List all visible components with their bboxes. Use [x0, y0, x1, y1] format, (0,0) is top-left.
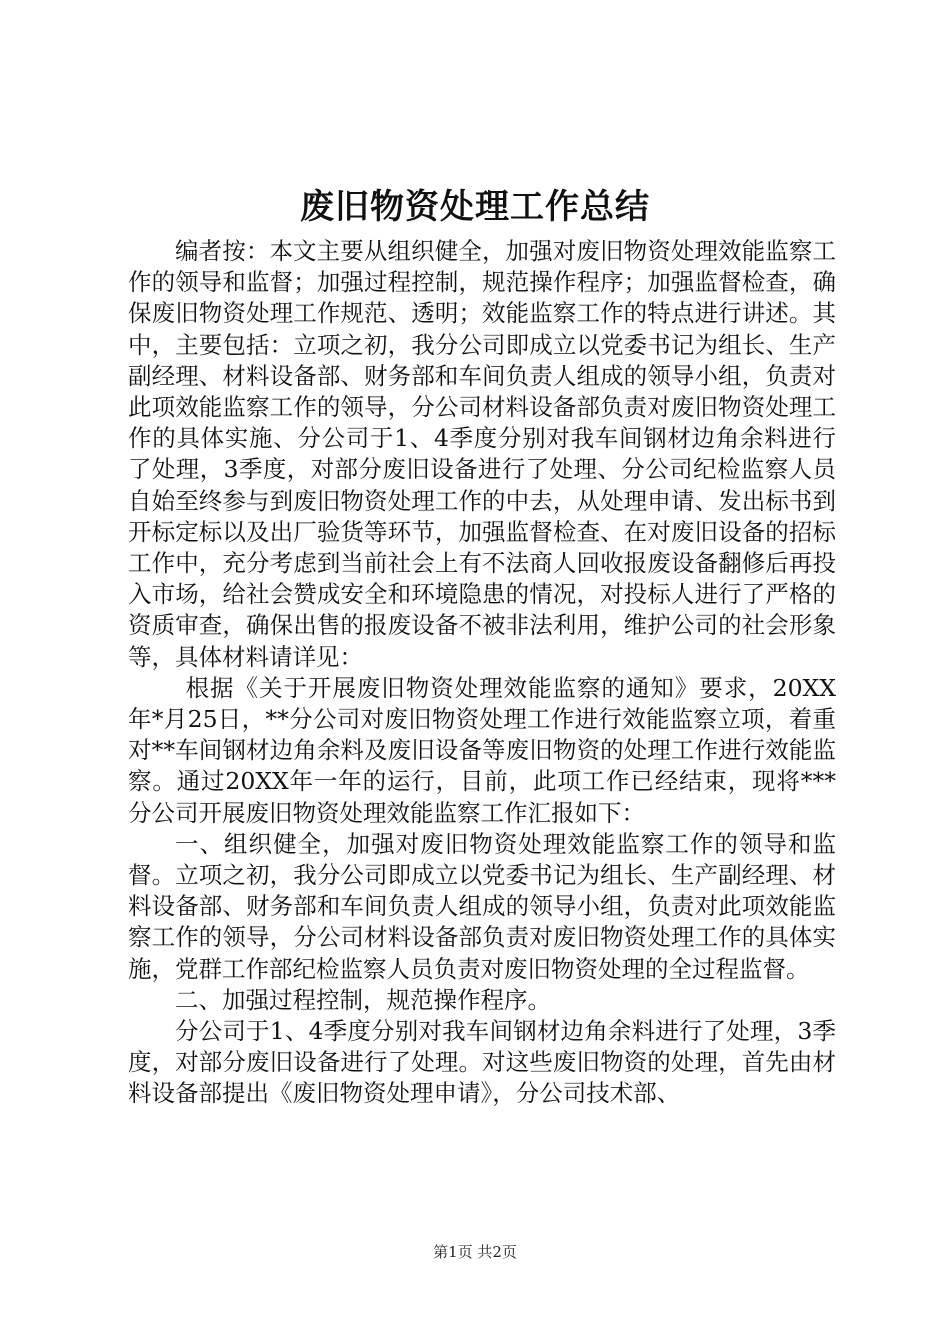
document-body: [128, 236, 836, 1110]
page-footer: 第1页 共2页: [433, 1243, 517, 1261]
paragraph-editor-note: 编者按：本文主要从组织健全，加强对废旧物资处理效能监察工作的领导和监督；加强过程控制，规范操作程序；加强监督检查，确保废旧物资处理工作规范、透明；效能监察工作的特点进行讲述。其中，主要包括：立项之初，我分公司即成立以党委书记为组长、生产副经理、材料设备部、财务部和车间负责人组成的领导小组，负责对此项效能监察工作的领导，分公司材料设备部负责对废旧物资处理工作的具体实施、分公司于1、4季度分别对我车间钢材边角余料进行了处理，3季度，对部分废旧设备进行了处理、分公司纪检监察人员自始至终参与到废旧物资处理工作的中去，从处理申请、发出标书到开标定标以及出厂验货等环节，加强监督检查、在对废旧设备的招标工作中，充分考虑到当前社会上有不法商人回收报废设备翻修后再投入市场，给社会赞成安全和环境隐患的情况，对投标人进行了严格的资质审查，确保出售的报废设备不被非法利用，维护公司的社会形象等，具体材料请详见：: [128, 237, 836, 671]
paragraph-background: 根据《关于开展废旧物资处理效能监察的通知》要求，20XX年*月25日，**分公司对废旧物资处理工作进行效能监察立项，着重对**车间钢材边角余料及废旧设备等废旧物资的处理工作进行效能监察。通过20XX年一年的运行，目前，此项工作已经结束，现将***分公司开展废旧物资处理效能监察工作汇报如下：: [128, 673, 836, 827]
paragraph-section-one: 一、组织健全，加强对废旧物资处理效能监察工作的领导和监督。立项之初，我分公司即成立以党委书记为组长、生产副经理、材料设备部、财务部和车间负责人组成的领导小组，负责对此项效能监察工作的领导，分公司材料设备部负责对废旧物资处理工作的具体实施，党群工作部纪检监察人员负责对废旧物资处理的全过程监督。: [128, 829, 836, 983]
document-title: 废旧物资处理工作总结: [300, 187, 650, 227]
paragraph-section-two-body: 分公司于1、4季度分别对我车间钢材边角余料进行了处理，3季度，对部分废旧设备进行了处理。对这些废旧物资的处理，首先由材料设备部提出《废旧物资处理申请》，分公司技术部、: [128, 1017, 836, 1108]
paragraph-section-two-heading: 二、加强过程控制，规范操作程序。: [175, 985, 551, 1014]
